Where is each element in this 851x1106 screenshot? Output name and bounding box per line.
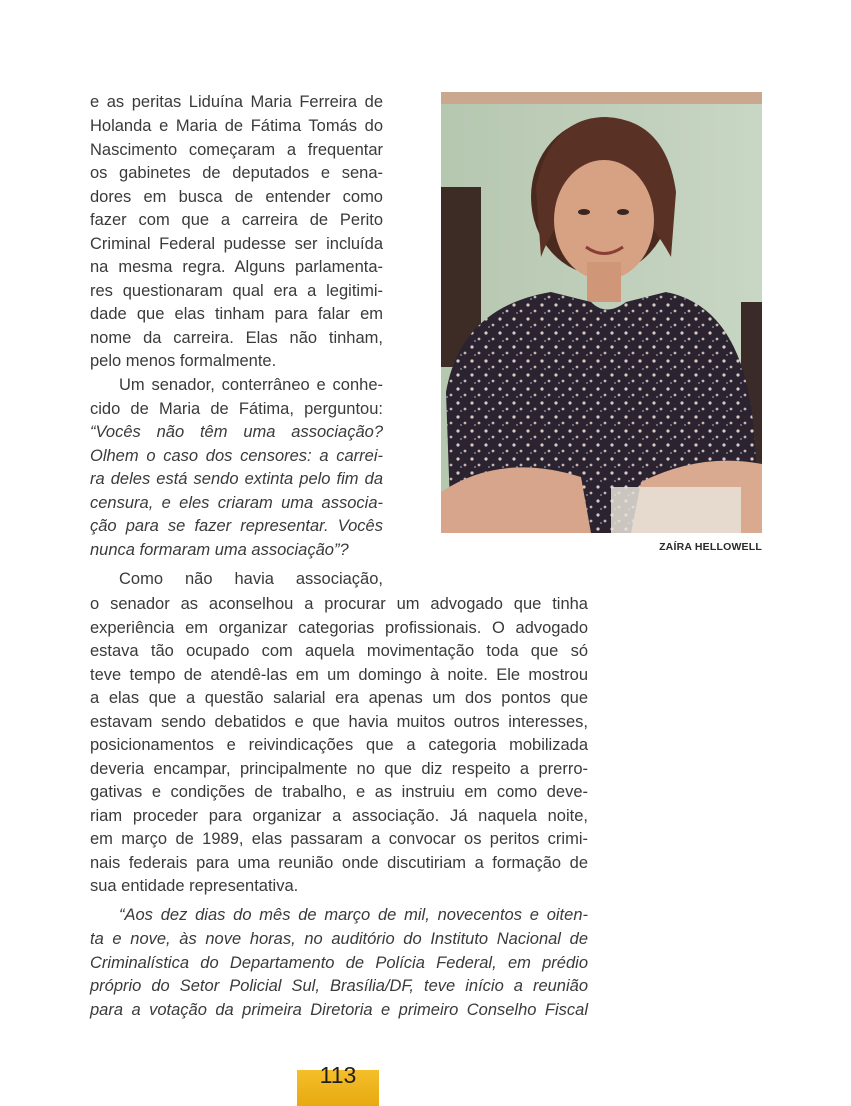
quote-line: “Vocês não têm uma associação? (90, 423, 383, 441)
text-line: os gabinetes de deputados e sena- (90, 164, 383, 182)
portrait-photo (441, 92, 762, 533)
text-line: na mesma regra. Alguns parlamenta- (90, 258, 383, 276)
page-number: 113 (319, 1062, 357, 1088)
text-line: riam proceder para organizar a associação. Já naquela noite, (90, 807, 588, 825)
text-line: teve tempo de atendê-las em um domingo à noite. Ele mostrou (90, 666, 588, 684)
text-line: e as peritas Liduína Maria Ferreira de (90, 93, 383, 111)
text-line: experiência em organizar categorias profissionais. O advogado (90, 619, 588, 637)
text-line: Nascimento começaram a frequentar (90, 141, 383, 159)
quote-line: “Aos dez dias do mês de março de mil, novecentos e oiten- (119, 906, 588, 924)
text-line: Como não havia associação, (119, 570, 383, 588)
text-line: gativas e condições de trabalho, e as instruiu em como deve- (90, 783, 588, 801)
quote-line: para a votação da primeira Diretoria e primeiro Conselho Fiscal (90, 1001, 588, 1019)
text-line: pelo menos formalmente. (90, 352, 277, 370)
text-line: fazer com que a carreira de Perito (90, 211, 383, 229)
text-line: nais federais para uma reunião onde discutiriam a formação de (90, 854, 588, 872)
text-line: Holanda e Maria de Fátima Tomás do (90, 117, 383, 135)
text-line: deveria encampar, principalmente no que diz respeito a prerro- (90, 760, 588, 778)
text-line: a elas que a questão salarial era apenas um dos pontos que (90, 689, 588, 707)
quote-line: ra deles está sendo extinta pelo fim da (90, 470, 383, 488)
text-line: Criminal Federal pudesse ser incluída (90, 235, 383, 253)
quote-line: Olhem o caso dos censores: a carrei- (90, 447, 383, 465)
text-line: res questionaram qual era a legitimi- (90, 282, 383, 300)
quote-line: ta e nove, às nove horas, no auditório do Instituto Nacional de (90, 930, 588, 948)
text-line: sua entidade representativa. (90, 877, 299, 895)
photo-credit: ZAÍRA HELLOWELL (659, 541, 762, 553)
text-line: estavam sendo debatidos e que havia muitos outros interesses, (90, 713, 588, 731)
text-line: em março de 1989, elas passaram a convocar os peritos crimi- (90, 830, 588, 848)
quote-line: próprio do Setor Policial Sul, Brasília/DF, teve início a reunião (90, 977, 588, 995)
text-line: posicionamentos e reivindicações que a categoria mobilizada (90, 736, 588, 754)
text-line: nome da carreira. Elas não tinham, (90, 329, 383, 347)
quote-line: censura, e eles criaram uma associa- (90, 494, 383, 512)
quote-line: Criminalística do Departamento de Polícia Federal, em prédio (90, 954, 588, 972)
text-line: dade que elas tinham para falar em (90, 305, 383, 323)
text-line: Um senador, conterrâneo e conhe- (119, 376, 383, 394)
quote-line: ção para se fazer representar. Vocês (90, 517, 383, 535)
text-line: estava tão ocupado com aquela movimentação toda que só (90, 642, 588, 660)
text-line: o senador as aconselhou a procurar um advogado que tinha (90, 595, 588, 613)
text-line: dores em busca de entender como (90, 188, 383, 206)
quote-line: nunca formaram uma associação”? (90, 541, 349, 559)
text-line: cido de Maria de Fátima, perguntou: (90, 400, 383, 418)
